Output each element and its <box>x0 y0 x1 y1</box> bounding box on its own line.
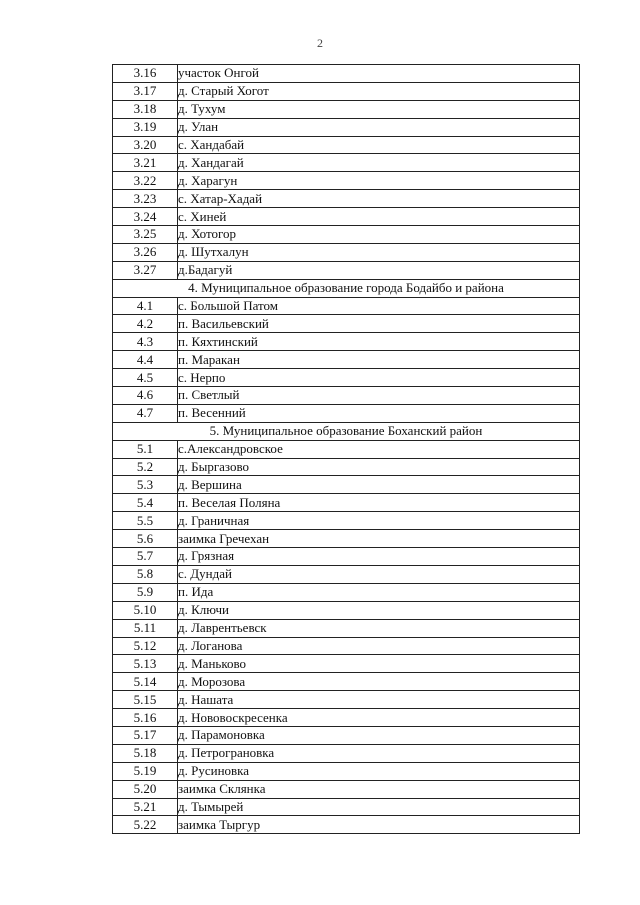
table-row <box>113 440 580 458</box>
table-row <box>113 243 580 261</box>
section-title: 4. Муниципальное образование города Бодайбо и района <box>113 279 580 297</box>
row-number: 3.23 <box>113 190 178 208</box>
table-row <box>113 512 580 530</box>
table-row <box>113 762 580 780</box>
settlement-name: с. Дундай <box>178 565 580 583</box>
row-number: 3.22 <box>113 172 178 190</box>
row-number: 5.11 <box>113 619 178 637</box>
settlement-name: д. Харагун <box>178 172 580 190</box>
table-row <box>113 619 580 637</box>
settlement-name: п. Светлый <box>178 387 580 405</box>
row-number: 5.13 <box>113 655 178 673</box>
settlement-name: с.Александровское <box>178 440 580 458</box>
settlement-name: д. Хандагай <box>178 154 580 172</box>
settlement-name: заимка Склянка <box>178 780 580 798</box>
row-number: 4.1 <box>113 297 178 315</box>
row-number: 3.16 <box>113 65 178 83</box>
row-number: 5.14 <box>113 673 178 691</box>
table-row <box>113 65 580 83</box>
settlement-name: п. Ида <box>178 583 580 601</box>
settlement-name: п. Маракан <box>178 351 580 369</box>
table-row <box>113 798 580 816</box>
settlement-name: с. Хатар-Хадай <box>178 190 580 208</box>
row-number: 5.8 <box>113 565 178 583</box>
table-row <box>113 208 580 226</box>
settlement-name: д. Русиновка <box>178 762 580 780</box>
settlement-name: с. Хандабай <box>178 136 580 154</box>
settlement-name: д. Шутхалун <box>178 243 580 261</box>
settlement-name: д. Маньково <box>178 655 580 673</box>
settlement-name: д. Логанова <box>178 637 580 655</box>
row-number: 5.4 <box>113 494 178 512</box>
row-number: 4.5 <box>113 369 178 387</box>
table-row <box>113 494 580 512</box>
settlement-name: д. Быргазово <box>178 458 580 476</box>
settlement-name: д. Ключи <box>178 601 580 619</box>
row-number: 5.17 <box>113 726 178 744</box>
settlement-name: заимка Гречехан <box>178 530 580 548</box>
table-row <box>113 583 580 601</box>
table-row <box>113 476 580 494</box>
settlement-name: д. Граничная <box>178 512 580 530</box>
row-number: 3.17 <box>113 82 178 100</box>
row-number: 4.2 <box>113 315 178 333</box>
row-number: 3.19 <box>113 118 178 136</box>
row-number: 5.20 <box>113 780 178 798</box>
table-row <box>113 297 580 315</box>
table-row <box>113 744 580 762</box>
table-row <box>113 691 580 709</box>
table-row <box>113 637 580 655</box>
row-number: 5.15 <box>113 691 178 709</box>
row-number: 3.18 <box>113 100 178 118</box>
settlement-name: п. Васильевский <box>178 315 580 333</box>
section-header-row <box>113 422 580 440</box>
settlement-name: д. Тухум <box>178 100 580 118</box>
row-number: 5.9 <box>113 583 178 601</box>
row-number: 4.4 <box>113 351 178 369</box>
settlement-name: д. Морозова <box>178 673 580 691</box>
table-row <box>113 530 580 548</box>
table-row <box>113 261 580 279</box>
row-number: 3.20 <box>113 136 178 154</box>
table-row <box>113 726 580 744</box>
row-number: 5.22 <box>113 816 178 834</box>
row-number: 4.3 <box>113 333 178 351</box>
settlement-name: д. Лаврентьевск <box>178 619 580 637</box>
row-number: 5.19 <box>113 762 178 780</box>
row-number: 5.2 <box>113 458 178 476</box>
settlement-name: д. Улан <box>178 118 580 136</box>
settlement-name: с. Хиней <box>178 208 580 226</box>
table-row <box>113 226 580 244</box>
table-row <box>113 458 580 476</box>
settlement-name: п. Кяхтинский <box>178 333 580 351</box>
settlement-name: п. Веселая Поляна <box>178 494 580 512</box>
row-number: 5.10 <box>113 601 178 619</box>
row-number: 3.25 <box>113 226 178 244</box>
row-number: 4.6 <box>113 387 178 405</box>
table-row <box>113 82 580 100</box>
row-number: 3.21 <box>113 154 178 172</box>
settlement-name: участок Онгой <box>178 65 580 83</box>
row-number: 5.7 <box>113 548 178 566</box>
settlement-name: д. Вершина <box>178 476 580 494</box>
settlement-name: с. Большой Патом <box>178 297 580 315</box>
row-number: 3.27 <box>113 261 178 279</box>
table-row <box>113 816 580 834</box>
table-row <box>113 315 580 333</box>
table-row <box>113 190 580 208</box>
row-number: 5.5 <box>113 512 178 530</box>
settlement-name: д. Старый Хогот <box>178 82 580 100</box>
table-row <box>113 655 580 673</box>
row-number: 3.26 <box>113 243 178 261</box>
table-row <box>113 351 580 369</box>
section-header-row <box>113 279 580 297</box>
table-row <box>113 673 580 691</box>
page-number: 2 <box>317 36 323 50</box>
table-row <box>113 387 580 405</box>
settlement-name: д. Грязная <box>178 548 580 566</box>
settlement-name: д. Нововоскресенка <box>178 709 580 727</box>
table-row <box>113 780 580 798</box>
table-row <box>113 404 580 422</box>
row-number: 5.21 <box>113 798 178 816</box>
settlement-name: д.Бадагуй <box>178 261 580 279</box>
settlement-name: заимка Тыргур <box>178 816 580 834</box>
settlement-name: д. Петрограновка <box>178 744 580 762</box>
table-row <box>113 601 580 619</box>
row-number: 5.6 <box>113 530 178 548</box>
settlement-name: д. Тымырей <box>178 798 580 816</box>
table-row <box>113 172 580 190</box>
section-title: 5. Муниципальное образование Боханский район <box>113 422 580 440</box>
settlements-table <box>112 64 580 834</box>
row-number: 3.24 <box>113 208 178 226</box>
table-row <box>113 709 580 727</box>
settlement-name: п. Весенний <box>178 404 580 422</box>
table-row <box>113 548 580 566</box>
row-number: 5.1 <box>113 440 178 458</box>
settlement-name: д. Нашата <box>178 691 580 709</box>
row-number: 4.7 <box>113 404 178 422</box>
row-number: 5.16 <box>113 709 178 727</box>
table-row <box>113 100 580 118</box>
table-row <box>113 118 580 136</box>
settlements-table-body <box>113 65 580 834</box>
settlement-name: д. Парамоновка <box>178 726 580 744</box>
table-row <box>113 136 580 154</box>
settlement-name: д. Хотогор <box>178 226 580 244</box>
table-row <box>113 333 580 351</box>
row-number: 5.12 <box>113 637 178 655</box>
settlement-name: с. Нерпо <box>178 369 580 387</box>
table-row <box>113 369 580 387</box>
row-number: 5.18 <box>113 744 178 762</box>
table-row <box>113 565 580 583</box>
table-row <box>113 154 580 172</box>
row-number: 5.3 <box>113 476 178 494</box>
